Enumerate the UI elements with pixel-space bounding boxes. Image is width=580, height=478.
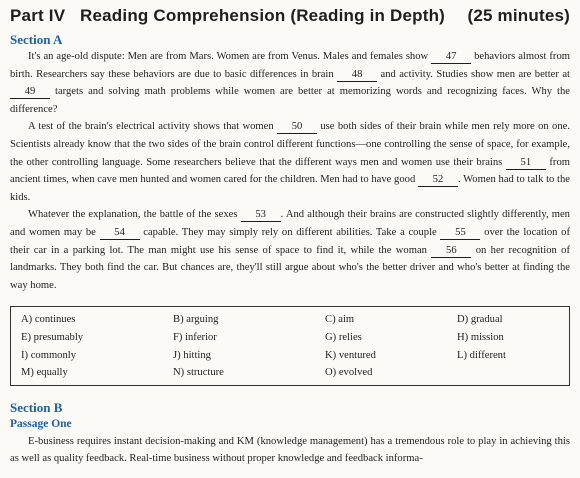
- passage-text: targets and solving math problems while women are better at memorizing words and recognizing faces. Why the difference?: [10, 86, 570, 115]
- word-option: O) evolved: [325, 367, 373, 379]
- answer-blank-48[interactable]: 48: [337, 69, 377, 82]
- time-limit: (25 minutes): [467, 6, 570, 25]
- passage-text: on her recognition of landmarks. They both find the car. But chances are, they'll still argue about who's the better driver and who's better at finding the way home.: [10, 244, 570, 291]
- word-option: E) presumably: [21, 331, 84, 343]
- word-option: H) mission: [457, 331, 504, 343]
- word-bank: [10, 306, 570, 385]
- section-a-paragraph: [10, 118, 570, 206]
- answer-blank-51[interactable]: 51: [506, 157, 546, 170]
- passage-text: use both sides of their brain while men rely more on one. Scientists already know that the two sides of the brain control different functions—one controlling the sense of space, for example, the other controlling language. Some researchers believe that the different ways men and women use their brains: [10, 121, 570, 168]
- word-option: N) structure: [173, 367, 224, 379]
- word-option: F) inferior: [173, 331, 217, 343]
- word-option: D) gradual: [457, 314, 503, 326]
- passage-text: and activity. Studies show men are better at: [377, 68, 570, 80]
- passage-text: capable. They may simply rely on different abilities. Take a couple: [139, 226, 441, 238]
- answer-blank-54[interactable]: 54: [100, 227, 140, 240]
- word-option: J) hitting: [173, 349, 211, 361]
- section-a-passage: [10, 48, 570, 294]
- word-option: A) continues: [21, 314, 76, 326]
- passage-text: behaviors almost from birth. Researchers say these behaviors are due to basic differences in brain: [10, 51, 570, 80]
- answer-blank-55[interactable]: 55: [440, 227, 480, 240]
- passage-one-paragraph: E-business requires instant decision-making and KM (knowledge management) has a tremendous role to play in achieving this as well as quality feedback. Real-time business without proper knowledge and feedback informa-: [10, 435, 570, 465]
- section-a-paragraph: [10, 206, 570, 294]
- part-title: Part IV Reading Comprehension (Reading in Depth): [10, 6, 446, 25]
- passage-text: . Women had to talk to the kids.: [10, 174, 571, 203]
- word-option: I) commonly: [21, 349, 77, 361]
- section-a-title: Section A: [10, 32, 63, 47]
- word-option: K) ventured: [325, 349, 376, 361]
- part-header: [10, 0, 570, 30]
- passage-one-title: Passage One: [10, 417, 72, 430]
- answer-blank-56[interactable]: 56: [431, 245, 471, 258]
- word-option: M) equally: [21, 367, 68, 379]
- passage-text: . And although their brains are constructed slightly differently, men and women may be: [10, 209, 570, 238]
- word-option: G) relies: [325, 331, 362, 343]
- section-a-paragraph: [10, 48, 570, 118]
- word-option: C) aim: [325, 314, 355, 326]
- passage-text: It's an age-old dispute: Men are from Mars. Women are from Venus. Males and females show: [28, 51, 432, 62]
- passage-text: A test of the brain's electrical activity shows that women: [28, 121, 278, 133]
- word-option: B) arguing: [173, 314, 219, 326]
- word-option: L) different: [457, 349, 506, 361]
- passage-text: from ancient times, when cave men hunted and women cared for the children. Men had to have good: [10, 156, 570, 186]
- answer-blank-47[interactable]: 47: [431, 51, 471, 64]
- answer-blank-50[interactable]: 50: [277, 121, 317, 134]
- section-b-title: Section B: [10, 399, 63, 415]
- passage-text: Whatever the explanation, the battle of the sexes: [28, 209, 241, 221]
- answer-blank-49[interactable]: 49: [10, 86, 50, 99]
- answer-blank-52[interactable]: 52: [418, 174, 458, 187]
- answer-blank-53[interactable]: 53: [241, 209, 281, 222]
- passage-text: over the location of their car in a parking lot. The man might use his sense of space to find it, while the woman: [10, 226, 570, 256]
